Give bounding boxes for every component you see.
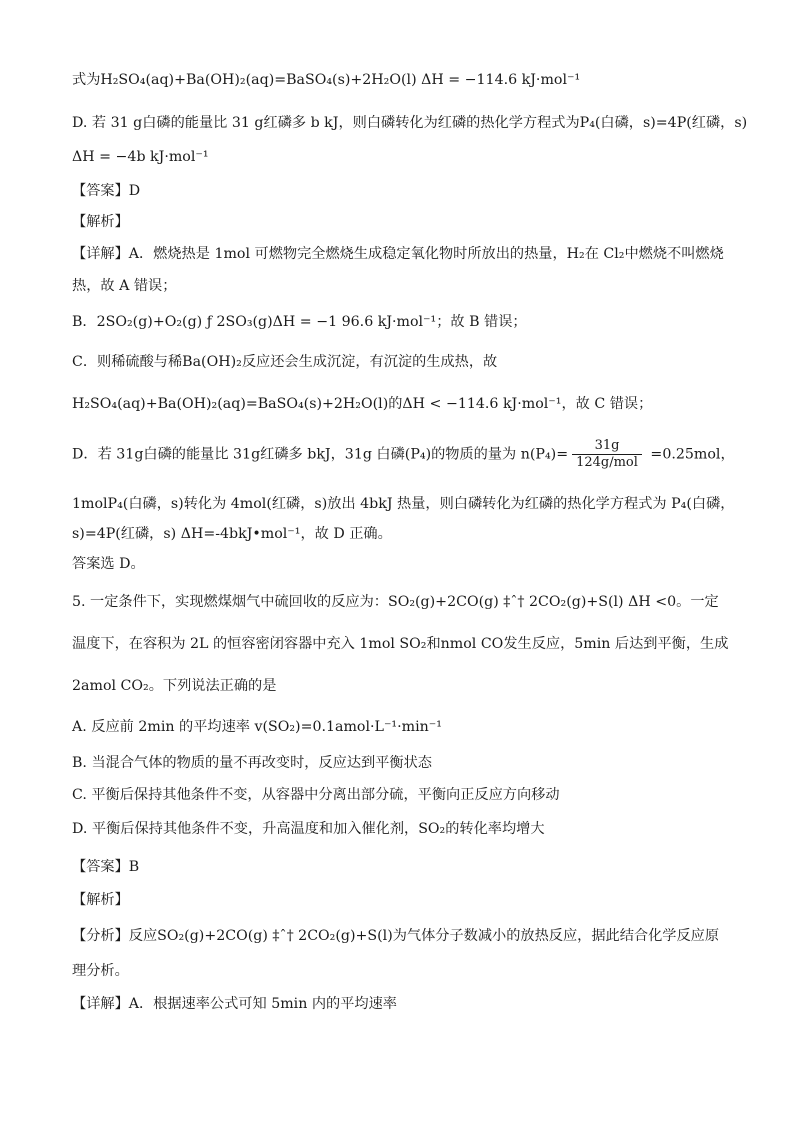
option-d: D. 平衡后保持其他条件不变，升高温度和加入催化剂，SO₂的转化率均增大 (72, 821, 545, 837)
option-c: C. 平衡后保持其他条件不变，从容器中分离出部分硫，平衡向正反应方向移动 (72, 787, 560, 803)
fraction (572, 438, 642, 471)
text-line: 1molP₄(白磷，s)转化为 4mol(红磷，s)放出 4bkJ 热量，则白磷转化为红磷的热化学方程式为 P₄(白磷， (72, 496, 735, 512)
text-line: ΔH = −4b kJ·mol⁻¹ (72, 149, 209, 165)
fraction-suffix: =0.25mol， (645, 446, 735, 463)
answer-label: 【答案】D (72, 183, 141, 199)
text-line: 答案选 D。 (72, 556, 145, 572)
text-line: B．2SO₂(g)+O₂(g) ƒ 2SO₃(g)ΔH = −1 96.6 kJ·mol⁻¹；故 B 错误； (72, 314, 527, 330)
fraction-denominator: 124g/mol (572, 454, 642, 471)
text-line: C．则稀硫酸与稀Ba(OH)₂反应还会生成沉淀，有沉淀的生成热，故 (72, 354, 498, 370)
text-line: 理分析。 (72, 963, 129, 979)
option-a: A. 反应前 2min 的平均速率 v(SO₂)=0.1amol·L⁻¹·min⁻¹ (72, 719, 442, 735)
text-line: s)=4P(红磷，s) ΔH=-4bkJ•mol⁻¹，故 D 正确。 (72, 526, 392, 542)
text-line: D. 若 31 g白磷的能量比 31 g红磷多 b kJ，则白磷转化为红磷的热化学方程式为P₄(白磷，s)=4P(红磷，s) (72, 115, 748, 131)
answer-label: 【答案】B (72, 859, 140, 875)
text-line: 【详解】A．燃烧热是 1mol 可燃物完全燃烧生成稳定氧化物时所放出的热量，H₂在 Cl₂中燃烧不叫燃烧 (72, 246, 724, 262)
fraction-numerator: 31g (594, 438, 620, 453)
text-line: H₂SO₄(aq)+Ba(OH)₂(aq)=BaSO₄(s)+2H₂O(l)的ΔH < −114.6 kJ·mol⁻¹，故 C 错误； (72, 396, 653, 412)
analysis-label: 【解析】 (72, 892, 129, 908)
text-line-with-fraction (72, 438, 735, 471)
text-line: 【分析】反应SO₂(g)+2CO(g) ‡ˆ† 2CO₂(g)+S(l)为气体分子数减小的放热反应，据此结合化学反应原 (72, 928, 720, 944)
question-5-line: 5. 一定条件下，实现燃煤烟气中硫回收的反应为：SO₂(g)+2CO(g) ‡ˆ† 2CO₂(g)+S(l) ΔH <0。一定 (72, 594, 719, 610)
option-b: B. 当混合气体的物质的量不再改变时，反应达到平衡状态 (72, 755, 432, 771)
analysis-label: 【解析】 (72, 214, 129, 230)
text-line: 温度下，在容积为 2L 的恒容密闭容器中充入 1mol SO₂和nmol CO发生反应，5min 后达到平衡，生成 (72, 636, 729, 652)
text-line: 热，故 A 错误； (72, 278, 177, 294)
text-line: 式为H₂SO₄(aq)+Ba(OH)₂(aq)=BaSO₄(s)+2H₂O(l) ΔH = −114.6 kJ·mol⁻¹ (72, 72, 581, 88)
fraction-prefix: D．若 31g白磷的能量比 31g红磷多 bkJ，31g 白磷(P₄)的物质的量为 n(P₄)= (72, 446, 569, 463)
text-line: 【详解】A．根据速率公式可知 5min 内的平均速率 (72, 996, 397, 1012)
text-line: 2amol CO₂。下列说法正确的是 (72, 678, 277, 694)
